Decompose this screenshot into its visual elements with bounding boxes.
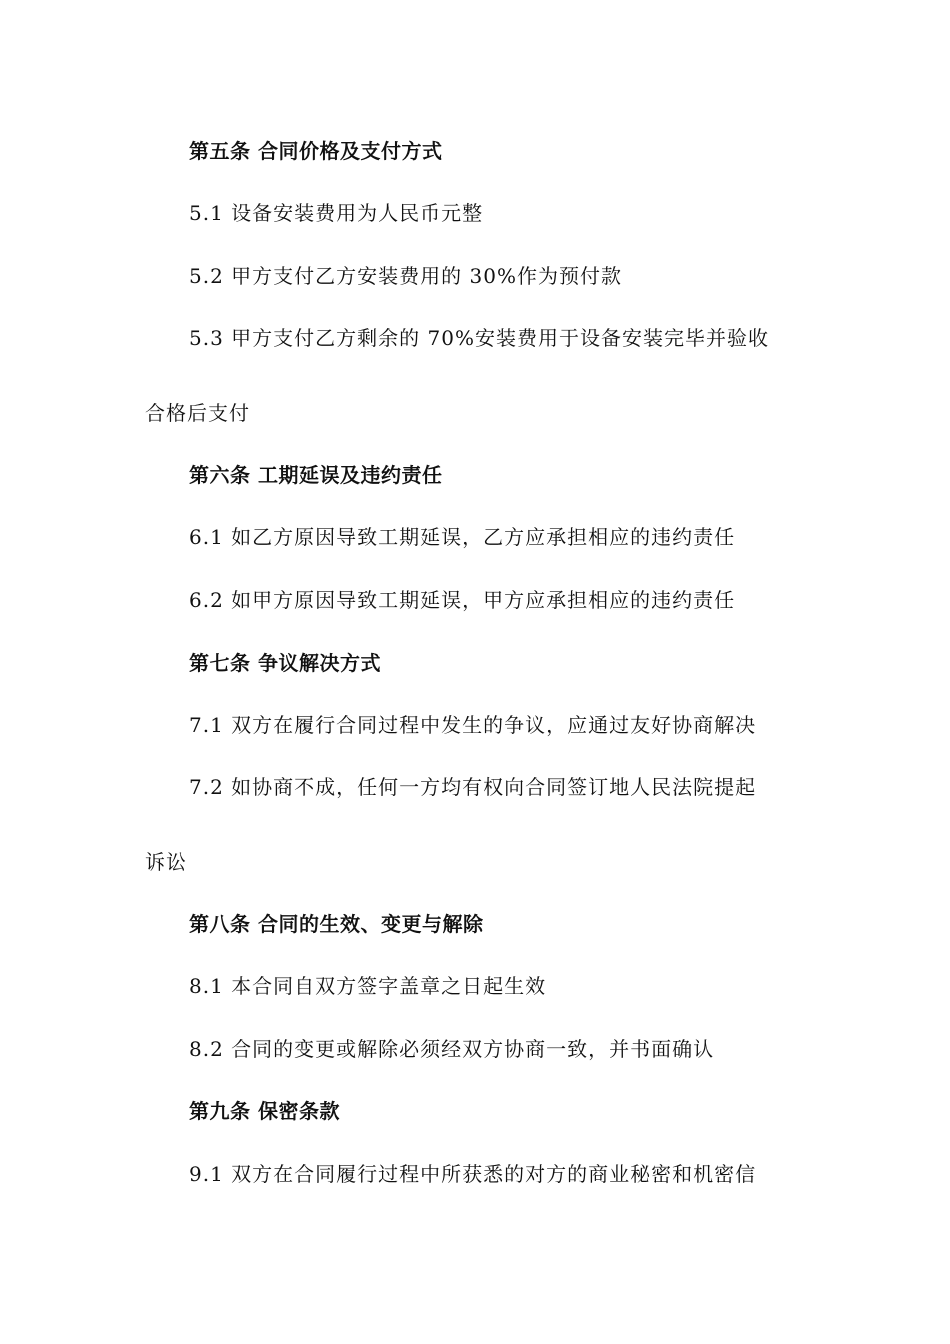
clause-7-1: 7.1 双方在履行合同过程中发生的争议，应通过友好协商解决 xyxy=(189,713,757,737)
clause-6-1: 6.1 如乙方原因导致工期延误，乙方应承担相应的违约责任 xyxy=(189,525,736,549)
clause-7-2-continuation: 诉讼 xyxy=(145,850,187,874)
section-heading-6: 第六条 工期延误及违约责任 xyxy=(189,463,443,487)
section-heading-8: 第八条 合同的生效、变更与解除 xyxy=(189,912,484,936)
clause-8-2: 8.2 合同的变更或解除必须经双方协商一致，并书面确认 xyxy=(189,1037,715,1061)
clause-5-2: 5.2 甲方支付乙方安装费用的 30%作为预付款 xyxy=(189,264,622,288)
clause-9-1: 9.1 双方在合同履行过程中所获悉的对方的商业秘密和机密信 xyxy=(189,1162,757,1186)
section-heading-7: 第七条 争议解决方式 xyxy=(189,651,381,675)
clause-6-2: 6.2 如甲方原因导致工期延误，甲方应承担相应的违约责任 xyxy=(189,588,736,612)
clause-5-3-continuation: 合格后支付 xyxy=(145,401,250,425)
clause-5-3: 5.3 甲方支付乙方剩余的 70%安装费用于设备安装完毕并验收 xyxy=(189,326,769,350)
clause-8-1: 8.1 本合同自双方签字盖章之日起生效 xyxy=(189,974,547,998)
section-heading-5: 第五条 合同价格及支付方式 xyxy=(189,139,443,163)
clause-5-1: 5.1 设备安装费用为人民币元整 xyxy=(189,201,484,225)
section-heading-9: 第九条 保密条款 xyxy=(189,1099,340,1123)
clause-7-2: 7.2 如协商不成，任何一方均有权向合同签订地人民法院提起 xyxy=(189,775,757,799)
